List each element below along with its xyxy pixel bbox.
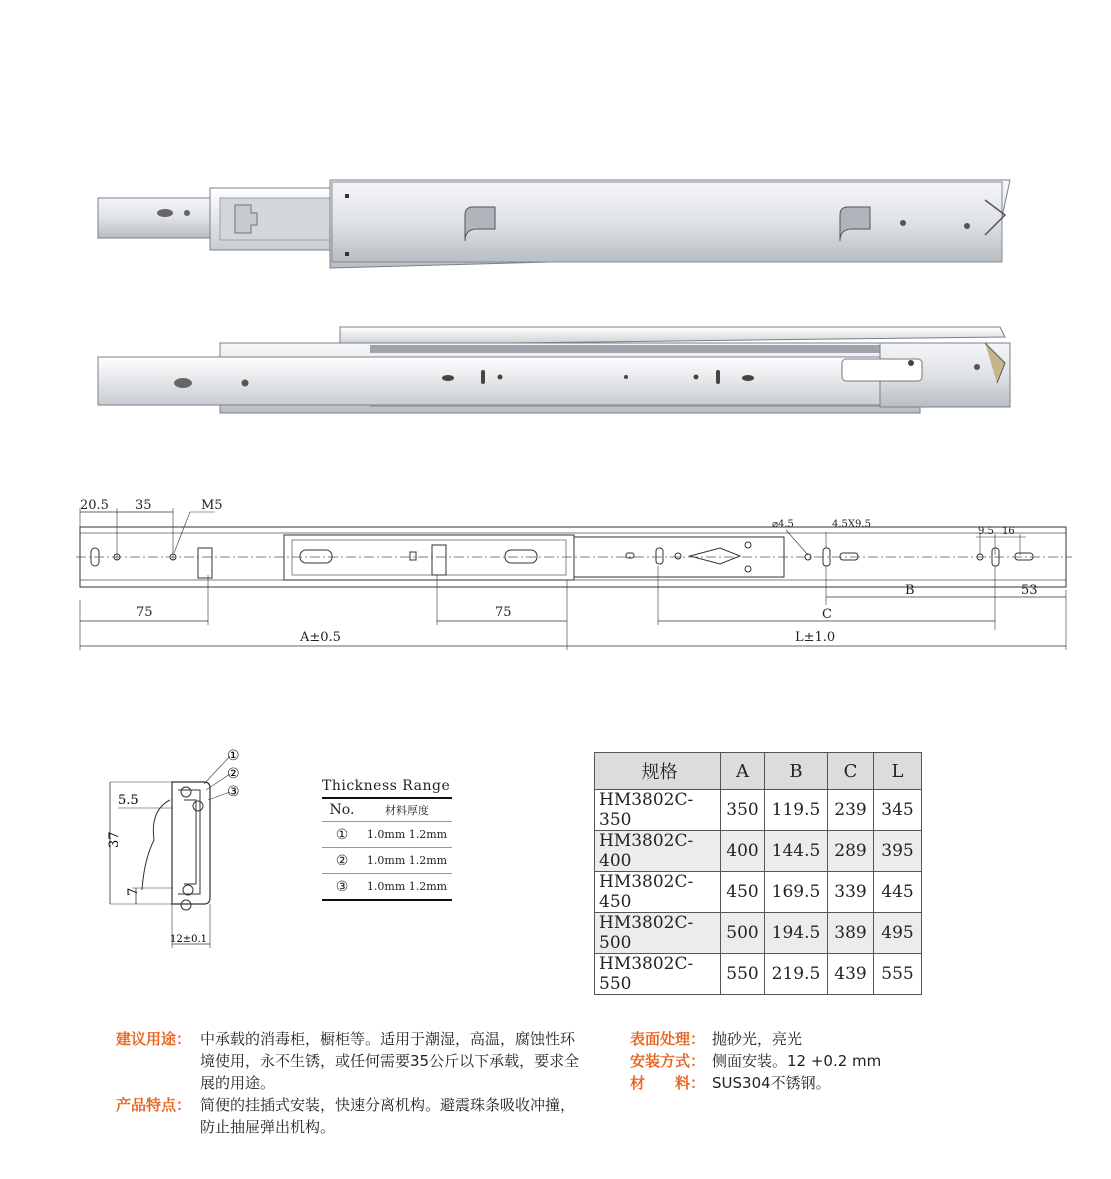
callout-1: ① xyxy=(227,748,240,764)
extended-slide-photo xyxy=(70,315,1030,425)
spec-a: 400 xyxy=(721,831,765,872)
dim-75-left: 75 xyxy=(136,605,153,620)
spec-model: HM3802C-400 xyxy=(595,831,721,872)
thickness-header-no: No. xyxy=(322,798,362,822)
spec-b: 144.5 xyxy=(765,831,828,872)
dim-16: 16 xyxy=(1002,526,1015,537)
table-row xyxy=(322,822,452,848)
spec-header-model: 规格 xyxy=(595,753,721,790)
table-row xyxy=(595,954,922,995)
material-text: SUS304不锈钢。 xyxy=(712,1074,831,1092)
thickness-no: ② xyxy=(322,848,362,874)
spec-b: 119.5 xyxy=(765,790,828,831)
usage-label: 建议用途： xyxy=(116,1030,192,1048)
thickness-range-table xyxy=(322,778,452,901)
table-row xyxy=(322,848,452,874)
dim-m5: M5 xyxy=(201,498,223,513)
description-left xyxy=(116,1028,586,1138)
thickness-value: 1.0mm 1.2mm xyxy=(362,848,452,874)
thickness-no: ① xyxy=(322,822,362,848)
install-text: 侧面安装。12 +0.2 mm xyxy=(712,1052,882,1070)
dim-diameter-4-5: ⌀4.5 xyxy=(772,519,794,530)
thickness-no: ③ xyxy=(322,874,362,901)
dimension-drawing xyxy=(0,490,1111,670)
dim-9-5: 9.5 xyxy=(978,526,994,537)
dim-l: L±1.0 xyxy=(795,630,836,645)
dim-5-5: 5.5 xyxy=(118,793,139,808)
dim-4-5x9-5: 4.5X9.5 xyxy=(832,519,871,530)
thickness-value: 1.0mm 1.2mm xyxy=(362,822,452,848)
spec-c: 339 xyxy=(828,872,874,913)
callout-3: ③ xyxy=(227,784,240,800)
spec-header-a: A xyxy=(721,753,765,790)
finish-label: 表面处理： xyxy=(630,1030,706,1048)
spec-header-b: B xyxy=(765,753,828,790)
callout-2: ② xyxy=(227,766,240,782)
spec-c: 439 xyxy=(828,954,874,995)
features-text: 简便的挂插式安装，快速分离机构。避震珠条吸收冲撞，防止抽屉弹出机构。 xyxy=(200,1096,576,1136)
dim-37: 37 xyxy=(107,831,122,848)
spec-c: 289 xyxy=(828,831,874,872)
dim-75-mid: 75 xyxy=(495,605,512,620)
thickness-header-material: 材料厚度 xyxy=(362,798,452,822)
table-row xyxy=(595,790,922,831)
install-label: 安装方式： xyxy=(630,1052,706,1070)
table-row xyxy=(595,913,922,954)
thickness-value: 1.0mm 1.2mm xyxy=(362,874,452,901)
spec-l: 555 xyxy=(874,954,922,995)
spec-header-l: L xyxy=(874,753,922,790)
spec-b: 219.5 xyxy=(765,954,828,995)
spec-header-c: C xyxy=(828,753,874,790)
spec-l: 495 xyxy=(874,913,922,954)
spec-l: 395 xyxy=(874,831,922,872)
spec-a: 450 xyxy=(721,872,765,913)
dim-35: 35 xyxy=(135,498,152,513)
material-label: 材 料： xyxy=(630,1074,706,1092)
description-right xyxy=(630,1028,970,1094)
usage-text: 中承载的消毒柜，橱柜等。适用于潮湿，高温，腐蚀性环境使用，永不生锈，或任何需要35公斤以下承载，要求全展的用途。 xyxy=(200,1030,580,1092)
dim-53: 53 xyxy=(1021,583,1038,598)
table-row xyxy=(595,872,922,913)
features-label: 产品特点： xyxy=(116,1096,192,1114)
dim-a: A±0.5 xyxy=(300,630,341,645)
table-row xyxy=(322,874,452,901)
table-row xyxy=(595,831,922,872)
dim-7: 7 xyxy=(126,887,141,896)
spec-a: 350 xyxy=(721,790,765,831)
spec-table xyxy=(594,752,922,995)
dim-b: B xyxy=(905,583,915,598)
spec-l: 345 xyxy=(874,790,922,831)
spec-model: HM3802C-450 xyxy=(595,872,721,913)
thickness-title: Thickness Range xyxy=(322,778,451,794)
finish-text: 抛砂光，亮光 xyxy=(712,1030,803,1048)
spec-a: 550 xyxy=(721,954,765,995)
dim-c: C xyxy=(822,607,832,622)
spec-model: HM3802C-550 xyxy=(595,954,721,995)
dim-20-5: 20.5 xyxy=(80,498,109,513)
spec-l: 445 xyxy=(874,872,922,913)
spec-c: 239 xyxy=(828,790,874,831)
spec-b: 194.5 xyxy=(765,913,828,954)
spec-a: 500 xyxy=(721,913,765,954)
dim-12: 12±0.1 xyxy=(170,934,208,945)
spec-model: HM3802C-500 xyxy=(595,913,721,954)
spec-c: 389 xyxy=(828,913,874,954)
closed-slide-photo xyxy=(70,160,1030,280)
spec-b: 169.5 xyxy=(765,872,828,913)
spec-model: HM3802C-350 xyxy=(595,790,721,831)
cross-section-drawing xyxy=(80,740,260,955)
